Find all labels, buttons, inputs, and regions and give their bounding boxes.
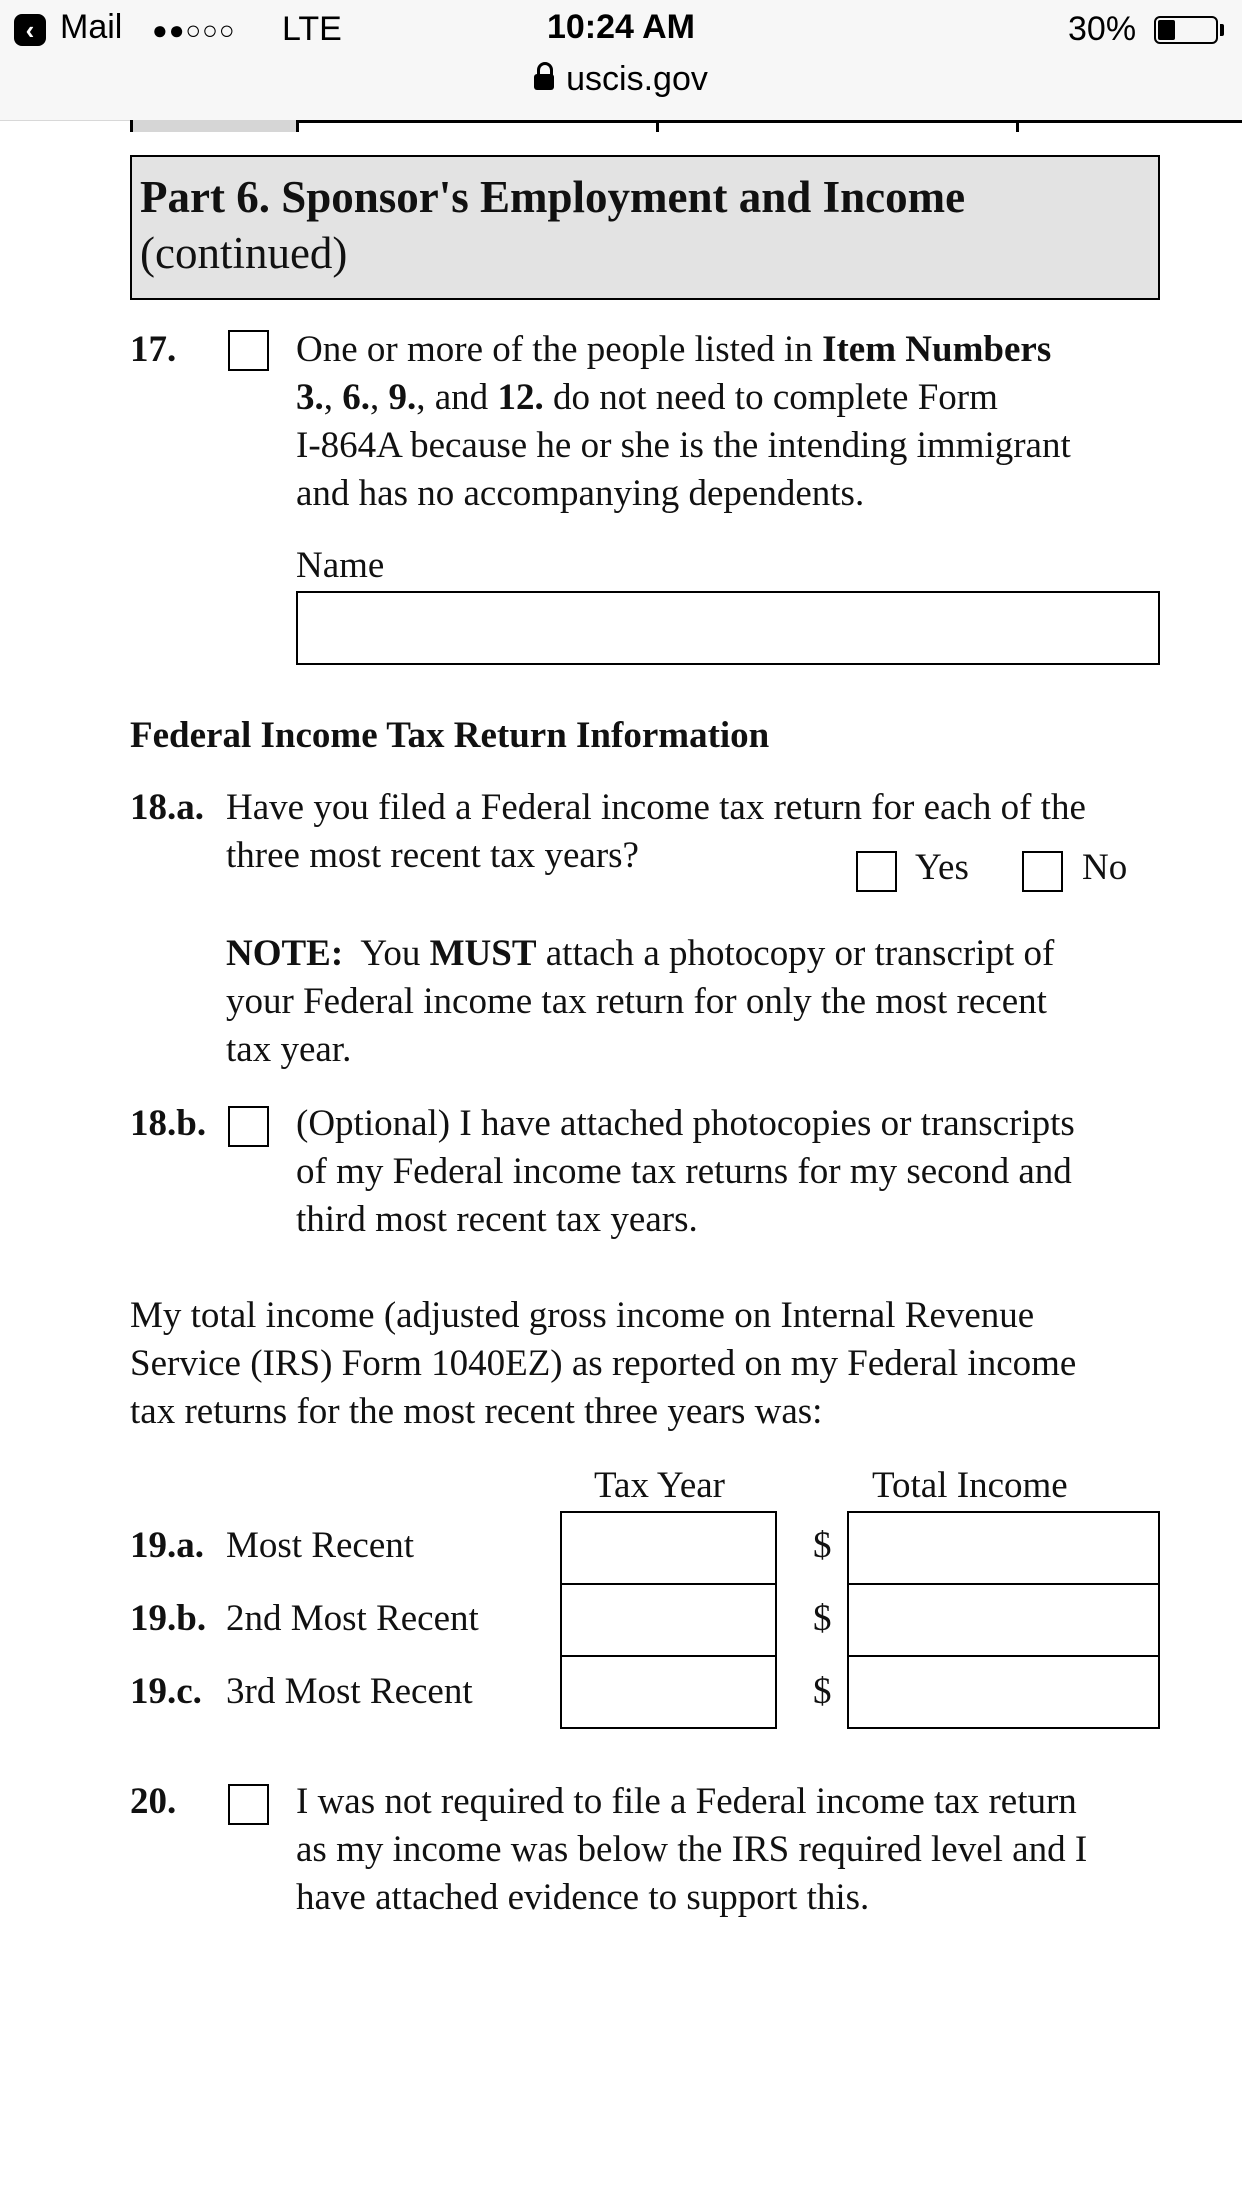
item-19b-total-income-input[interactable] bbox=[847, 1583, 1160, 1657]
item-17-line-3: I-864A because he or she is the intending immigrant bbox=[296, 425, 1071, 466]
item-18b-number: 18.b. bbox=[130, 1103, 207, 1144]
item-19a-tax-year-input[interactable] bbox=[560, 1511, 777, 1585]
item-19b-tax-year-input[interactable] bbox=[560, 1583, 777, 1657]
item-19c-total-income-input[interactable] bbox=[847, 1655, 1160, 1729]
item-18a-line-2: three most recent tax years? bbox=[226, 835, 639, 876]
part-subtitle: (continued) bbox=[140, 228, 348, 278]
item-19b-currency: $ bbox=[813, 1598, 832, 1639]
address-bar[interactable] bbox=[0, 60, 1242, 99]
lock-icon bbox=[534, 70, 554, 92]
battery-icon bbox=[1154, 16, 1218, 44]
item-18a-no-label: No bbox=[1082, 847, 1128, 888]
item-19c-number: 19.c. bbox=[130, 1671, 202, 1712]
name-label: Name bbox=[296, 545, 385, 586]
signal-strength: ●●○○○ bbox=[152, 15, 236, 45]
battery-tip bbox=[1220, 24, 1224, 36]
item-20-line-1: I was not required to file a Federal income tax return bbox=[296, 1781, 1077, 1822]
item-19b-number: 19.b. bbox=[130, 1598, 207, 1639]
item-18a-note-line-3: tax year. bbox=[226, 1029, 352, 1070]
battery-percent: 30% bbox=[1068, 10, 1137, 48]
item-19a-currency: $ bbox=[813, 1525, 832, 1566]
item-18b-line-1: (Optional) I have attached photocopies or transcripts bbox=[296, 1103, 1075, 1144]
item-18b-line-2: of my Federal income tax returns for my second and bbox=[296, 1151, 1072, 1192]
item-18a-line-1: Have you filed a Federal income tax return for each of the bbox=[226, 787, 1086, 828]
item-20-number: 20. bbox=[130, 1781, 177, 1822]
income-intro-line-3: tax returns for the most recent three years was: bbox=[130, 1391, 823, 1432]
item-20-line-3: have attached evidence to support this. bbox=[296, 1877, 870, 1918]
item-18b-line-3: third most recent tax years. bbox=[296, 1199, 698, 1240]
income-intro-line-1: My total income (adjusted gross income on Internal Revenue bbox=[130, 1295, 1035, 1336]
previous-table-border bbox=[130, 120, 1242, 135]
back-app-label[interactable]: Mail bbox=[60, 8, 123, 46]
federal-section-title: Federal Income Tax Return Information bbox=[130, 715, 770, 756]
item-19c-tax-year-input[interactable] bbox=[560, 1655, 777, 1729]
item-19b-label: 2nd Most Recent bbox=[226, 1598, 479, 1639]
item-18a-no-checkbox[interactable] bbox=[1022, 851, 1063, 892]
item-20-line-2: as my income was below the IRS required level and I bbox=[296, 1829, 1088, 1870]
network-type: LTE bbox=[282, 10, 342, 48]
item-17-line-2: 3., 6., 9., and 12. do not need to complete Form bbox=[296, 377, 998, 418]
income-intro-line-2: Service (IRS) Form 1040EZ) as reported on my Federal income bbox=[130, 1343, 1077, 1384]
back-to-app-icon[interactable]: ‹ bbox=[14, 14, 46, 46]
item-18b-checkbox[interactable] bbox=[228, 1106, 269, 1147]
item-17-line-4: and has no accompanying dependents. bbox=[296, 473, 865, 514]
url-text: uscis.gov bbox=[566, 60, 708, 98]
item-17-line-1: One or more of the people listed in Item Numbers bbox=[296, 329, 1052, 370]
item-19a-label: Most Recent bbox=[226, 1525, 415, 1566]
item-18a-number: 18.a. bbox=[130, 787, 204, 828]
col-header-total-income: Total Income bbox=[872, 1465, 1068, 1506]
item-17-checkbox[interactable] bbox=[228, 330, 269, 371]
item-18a-note-line-1: NOTE: You MUST attach a photocopy or transcript of bbox=[226, 933, 1055, 974]
item-19c-label: 3rd Most Recent bbox=[226, 1671, 473, 1712]
clock: 10:24 AM bbox=[546, 8, 696, 46]
name-input[interactable] bbox=[296, 591, 1160, 665]
item-19c-currency: $ bbox=[813, 1671, 832, 1712]
part-title: Part 6. Sponsor's Employment and Income bbox=[140, 172, 966, 222]
status-bar bbox=[0, 0, 1242, 121]
col-header-tax-year: Tax Year bbox=[594, 1465, 725, 1506]
item-20-checkbox[interactable] bbox=[228, 1784, 269, 1825]
item-19a-total-income-input[interactable] bbox=[847, 1511, 1160, 1585]
part-header bbox=[130, 155, 1160, 300]
item-19a-number: 19.a. bbox=[130, 1525, 204, 1566]
item-18a-yes-label: Yes bbox=[915, 847, 969, 888]
item-18a-yes-checkbox[interactable] bbox=[856, 851, 897, 892]
item-18a-note-line-2: your Federal income tax return for only the most recent bbox=[226, 981, 1047, 1022]
item-17-number: 17. bbox=[130, 329, 177, 370]
